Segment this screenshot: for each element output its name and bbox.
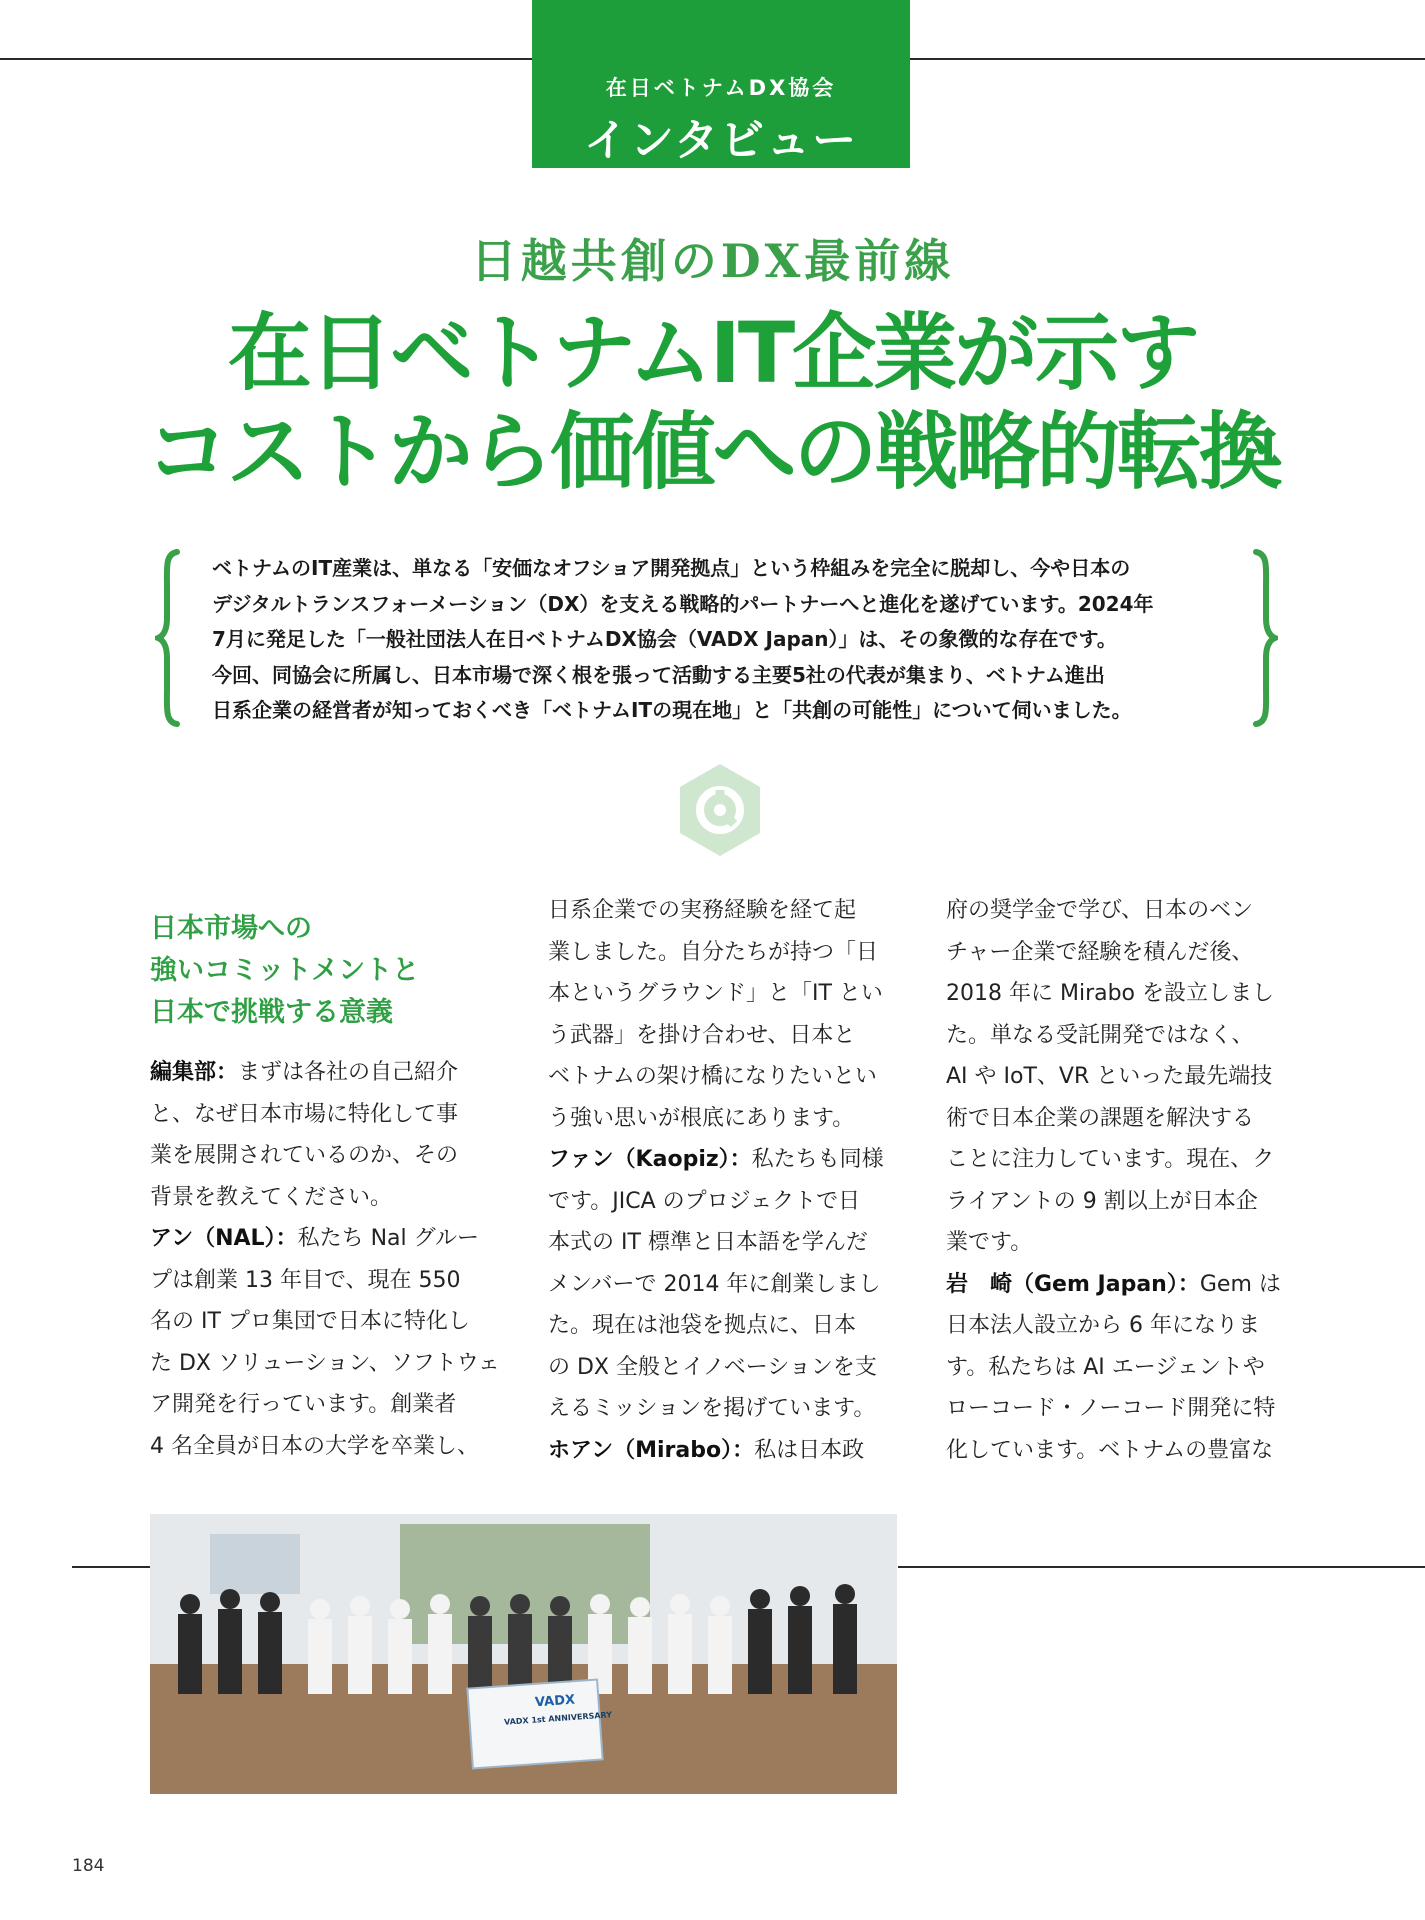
bottom-rule-right — [898, 1566, 1425, 1568]
paragraph-text: 私たち Nal グルー プは創業 13 年目で、現在 550 名の IT プロ集団で日本に特化し た DX ソリューション、ソフトウェ ア開発を行っています。創業者 4 名全員が日本の大学を卒業し、 — [150, 1226, 500, 1459]
article-column-3 — [946, 890, 1296, 1471]
left-brace-icon — [155, 548, 181, 728]
article-column-1 — [150, 1052, 500, 1467]
paragraph-text: Gem は 日本法人設立から 6 年になりま す。私たちは AI エージェントや ローコード・ノーコード開発に特 化しています。ベトナムの豊富な — [946, 1271, 1281, 1463]
headline-line-1: 在日ベトナムIT企業が示す — [227, 304, 1198, 402]
paragraph-text: 私たちも同様 です。JICA のプロジェクトで日 本式の IT 標準と日本語を学んだ メンバーで 2014 年に創業しまし た。現在は池袋を拠点に、日本 の DX 全般とイノベーションを支 えるミッションを掲げています。 — [548, 1147, 884, 1421]
speaker-label: アン（NAL）： — [150, 1226, 298, 1251]
paragraph-text: まずは各社の自己紹介 と、なぜ日本市場に特化して事 業を展開されているのか、その 背景を教えてください。 — [150, 1060, 459, 1210]
paragraph — [548, 1430, 898, 1472]
paragraph-text: 日系企業での実務経験を経て起 業しました。自分たちが持つ「日 本というグラウンド」と「IT とい う武器」を掛け合わせ、日本と ベトナムの架け橋になりたいとい う強い思いが根底にあります。 — [548, 898, 883, 1131]
tag-big-label: インタビュー — [583, 115, 859, 166]
bottom-rule-left — [72, 1566, 152, 1568]
page-number: 184 — [72, 1856, 105, 1876]
speaker-label: ファン（Kaopiz）： — [548, 1147, 752, 1172]
paragraph — [548, 890, 898, 1139]
paragraph — [946, 890, 1296, 1264]
kicker-title: 日越共創のDX最前線 — [470, 234, 955, 288]
paragraph-text: 府の奨学金で学び、日本のベン チャー企業で経験を積んだ後、 2018 年に Mirabo を設立しまし た。単なる受託開発ではなく、 AI や IoT、VR といった最先端技 術で日本企業の課題を解決する ことに注力しています。現在、ク ライアントの 9 割以上が日本企 業です。 — [946, 898, 1275, 1255]
right-brace-icon — [1252, 548, 1278, 728]
paragraph — [150, 1218, 500, 1467]
group-photo — [150, 1514, 897, 1794]
section-heading: 日本市場への 強いコミットメントと 日本で挑戦する意義 — [150, 913, 420, 1028]
headline-line-2: コストから価値への戦略的転換 — [145, 403, 1280, 501]
speaker-label: 編集部： — [150, 1060, 239, 1085]
banner-title: VADX 1st ANNIVERSARY — [503, 1710, 613, 1727]
paragraph — [150, 1052, 500, 1218]
section-tag — [532, 0, 910, 168]
lead-paragraph: ベトナムのIT産業は、単なる「安価なオフショア開発拠点」という枠組みを完全に脱却し、今や日本の デジタルトランスフォーメーション（DX）を支える戦略的パートナーへと進化を遂げています。2024年 7月に発足した「一般社団法人在日ベトナムDX協会（VADX Japan）」は、その象徴的な存在です。 今回、同協会に所属し、日本市場で深く根を張って活動する主要5社の代表が集まり、ベトナム進出 日系企業の経営者が知っておくべき「ベトナムITの現在地」と「共創の可能性」について伺いました。 — [212, 556, 1154, 722]
vadx-emblem-icon — [676, 762, 764, 858]
paragraph — [548, 1139, 898, 1430]
speaker-label: ホアン（Mirabo）： — [548, 1437, 755, 1463]
article-column-2 — [548, 890, 898, 1471]
group-photo-illustration — [150, 1514, 897, 1794]
tag-small-label: 在日ベトナムDX協会 — [605, 76, 837, 100]
banner-brand: VADX — [534, 1692, 576, 1711]
paragraph-text: 私は日本政 — [754, 1437, 865, 1463]
paragraph — [946, 1264, 1296, 1472]
speaker-label: 岩 崎（Gem Japan）： — [946, 1271, 1200, 1297]
